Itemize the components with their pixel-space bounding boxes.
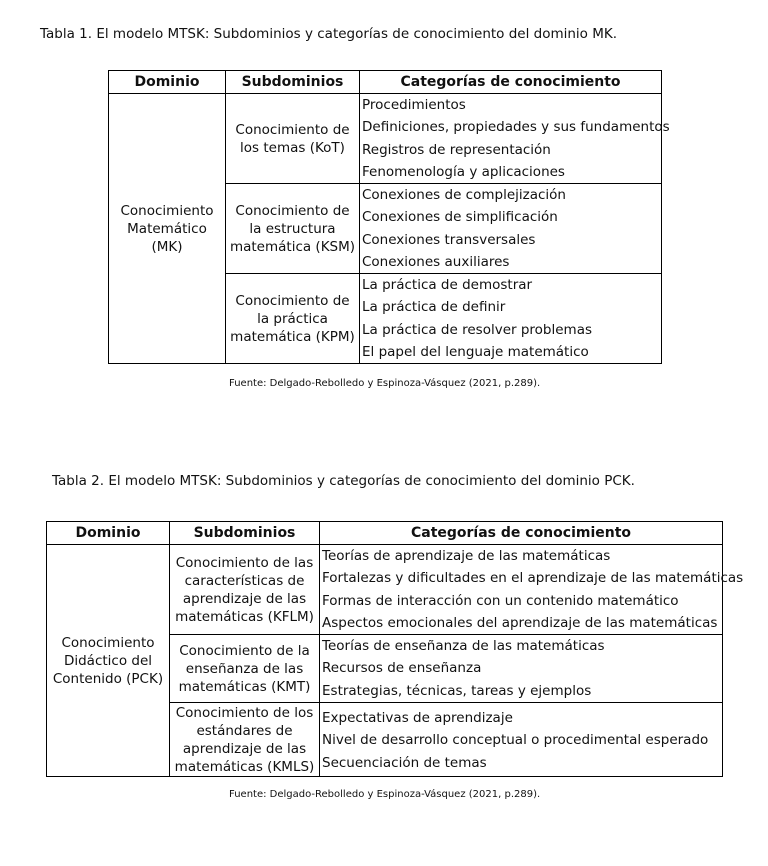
subdomain-cell: Conocimiento de los temas (KoT) <box>226 94 360 184</box>
table2-caption: Tabla 2. El modelo MTSK: Subdominios y categorías de conocimiento del dominio PCK. <box>52 473 635 489</box>
category-item: La práctica de definir <box>362 299 506 316</box>
table2-header-domain: Dominio <box>47 522 170 545</box>
categories-cell <box>360 274 662 364</box>
subdomain-cell: Conocimiento de los estándares de aprendizaje de las matemáticas (KMLS) <box>170 703 320 777</box>
category-item: Conexiones de simplificación <box>362 209 558 226</box>
categories-cell <box>360 94 670 184</box>
subdomain-cell: Conocimiento de la enseñanza de las matemáticas (KMT) <box>170 635 320 703</box>
category-item: Fortalezas y dificultades en el aprendizaje de las matemáticas <box>322 570 744 587</box>
table2 <box>46 521 744 777</box>
table1-header-subdomains: Subdominios <box>226 71 360 94</box>
category-item: Formas de interacción con un contenido matemático <box>322 592 679 609</box>
table-row <box>47 545 723 635</box>
category-item: Expectativas de aprendizaje <box>322 710 513 727</box>
table1-header-domain: Dominio <box>109 71 226 94</box>
table1-caption: Tabla 1. El modelo MTSK: Subdominios y categorías de conocimiento del dominio MK. <box>40 26 618 42</box>
category-item: Teorías de enseñanza de las matemáticas <box>322 638 605 655</box>
category-item: La práctica de resolver problemas <box>362 321 593 338</box>
table2-header-categories: Categorías de conocimiento <box>320 522 723 545</box>
category-item: Fenomenología y aplicaciones <box>362 163 565 180</box>
category-item: Aspectos emocionales del aprendizaje de las matemáticas <box>322 614 718 631</box>
category-item: Estrategias, técnicas, tareas y ejemplos <box>322 682 592 699</box>
category-item: Conexiones de complejización <box>362 187 566 203</box>
category-item: Secuenciación de temas <box>322 754 487 771</box>
table2-header-subdomains: Subdominios <box>170 522 320 545</box>
category-item: La práctica de demostrar <box>362 277 533 293</box>
categories-cell <box>320 635 723 703</box>
category-item: Teorías de aprendizaje de las matemáticas <box>322 548 611 564</box>
subdomain-cell: Conocimiento de las características de aprendizaje de las matemáticas (KFLM) <box>170 545 320 635</box>
categories-cell <box>320 545 744 635</box>
category-item: Conexiones transversales <box>362 231 536 248</box>
subdomain-cell: Conocimiento de la estructura matemática (KSM) <box>226 184 360 274</box>
table1 <box>108 70 670 364</box>
table2-domain-cell: Conocimiento Didáctico del Contenido (PCK) <box>47 545 170 777</box>
table2-source: Fuente: Delgado-Rebolledo y Espinoza-Vásquez (2021, p.289). <box>229 789 541 800</box>
table1-domain-cell: Conocimiento Matemático (MK) <box>109 94 226 364</box>
category-item: Definiciones, propiedades y sus fundamentos <box>362 119 670 136</box>
category-item: Recursos de enseñanza <box>322 660 482 677</box>
category-item: Conexiones auxiliares <box>362 253 510 270</box>
table1-header-row <box>109 71 662 94</box>
category-item: Procedimientos <box>362 97 466 113</box>
category-item: El papel del lenguaje matemático <box>362 343 589 360</box>
category-item: Registros de representación <box>362 141 551 158</box>
table2-header-row <box>47 522 723 545</box>
table1-header-categories: Categorías de conocimiento <box>360 71 662 94</box>
category-item: Nivel de desarrollo conceptual o procedimental esperado <box>322 732 709 749</box>
subdomain-cell: Conocimiento de la práctica matemática (KPM) <box>226 274 360 364</box>
table1-source: Fuente: Delgado-Rebolledo y Espinoza-Vásquez (2021, p.289). <box>229 378 541 389</box>
categories-cell <box>360 184 662 274</box>
table-row <box>109 94 662 184</box>
categories-cell <box>320 703 723 777</box>
